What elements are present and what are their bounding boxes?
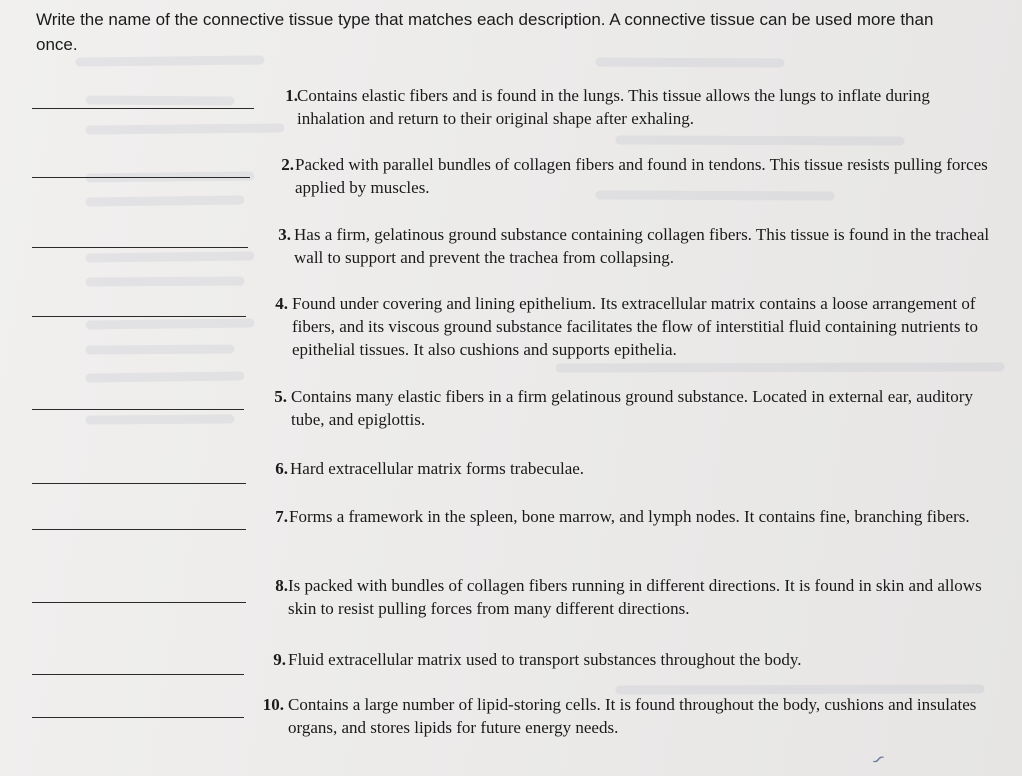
question-text: Hard extracellular matrix forms trabeculae. bbox=[290, 459, 585, 478]
answer-blank-4[interactable] bbox=[32, 302, 246, 317]
question-text: Fluid extracellular matrix used to transport substances throughout the body. bbox=[288, 650, 802, 669]
question-number: 1. bbox=[285, 86, 298, 105]
question-2 bbox=[32, 153, 1004, 203]
question-1 bbox=[32, 84, 1004, 134]
question-9 bbox=[32, 648, 1004, 678]
answer-blank-7[interactable] bbox=[32, 515, 246, 530]
question-number: 7. bbox=[275, 507, 288, 526]
question-7 bbox=[32, 505, 1004, 555]
question-text: Contains elastic fibers and is found in the lungs. This tissue allows the lungs to inflate during inhalation and return to their original shape after exhaling. bbox=[297, 86, 930, 128]
answer-blank-3[interactable] bbox=[32, 233, 248, 248]
question-number: 5. bbox=[274, 387, 287, 406]
question-text: Forms a framework in the spleen, bone marrow, and lymph nodes. It contains fine, branching fibers. bbox=[289, 507, 970, 526]
question-5 bbox=[32, 385, 1004, 435]
question-number: 9. bbox=[273, 650, 286, 669]
question-text: Has a firm, gelatinous ground substance containing collagen fibers. This tissue is found in the tracheal wall to support and prevent the trachea from collapsing. bbox=[294, 225, 990, 267]
question-3 bbox=[32, 223, 1004, 273]
question-4 bbox=[32, 292, 1004, 364]
instructions-text: Write the name of the connective tissue type that matches each description. A connective tissue can be used more than once. bbox=[36, 10, 934, 54]
question-10 bbox=[32, 693, 1004, 743]
answer-blank-5[interactable] bbox=[32, 395, 244, 410]
question-text: Contains many elastic fibers in a firm gelatinous ground substance. Located in external ear, auditory tube, and epiglottis. bbox=[291, 387, 973, 429]
question-text: Found under covering and lining epithelium. Its extracellular matrix contains a loose arrangement of fibers, and its viscous ground substance facilitates the flow of interstitial fluid containing nutrients to epithelial tissues. It also cushions and supports epithelia. bbox=[292, 294, 978, 359]
question-number: 3. bbox=[278, 225, 291, 244]
answer-blank-9[interactable] bbox=[32, 660, 244, 675]
question-number: 6. bbox=[275, 459, 288, 478]
question-number: 2. bbox=[281, 155, 294, 174]
question-number: 4. bbox=[275, 294, 288, 313]
answer-blank-6[interactable] bbox=[32, 469, 246, 484]
answer-blank-1[interactable] bbox=[32, 94, 254, 109]
answer-blank-8[interactable] bbox=[32, 588, 246, 603]
answer-blank-2[interactable] bbox=[32, 163, 250, 178]
question-8 bbox=[32, 574, 1004, 624]
question-text: Packed with parallel bundles of collagen fibers and found in tendons. This tissue resists pulling forces applied by muscles. bbox=[295, 155, 988, 197]
question-text: Is packed with bundles of collagen fibers running in different directions. It is found in skin and allows skin to resist pulling forces from many different directions. bbox=[288, 576, 982, 618]
question-number: 8. bbox=[275, 576, 288, 595]
pen-mark-icon: ∽ bbox=[866, 746, 890, 772]
question-text: Contains a large number of lipid-storing cells. It is found throughout the body, cushions and insulates organs, and stores lipids for future energy needs. bbox=[288, 695, 977, 737]
question-number: 10. bbox=[262, 695, 284, 714]
question-6 bbox=[32, 457, 1004, 487]
answer-blank-10[interactable] bbox=[32, 703, 244, 718]
